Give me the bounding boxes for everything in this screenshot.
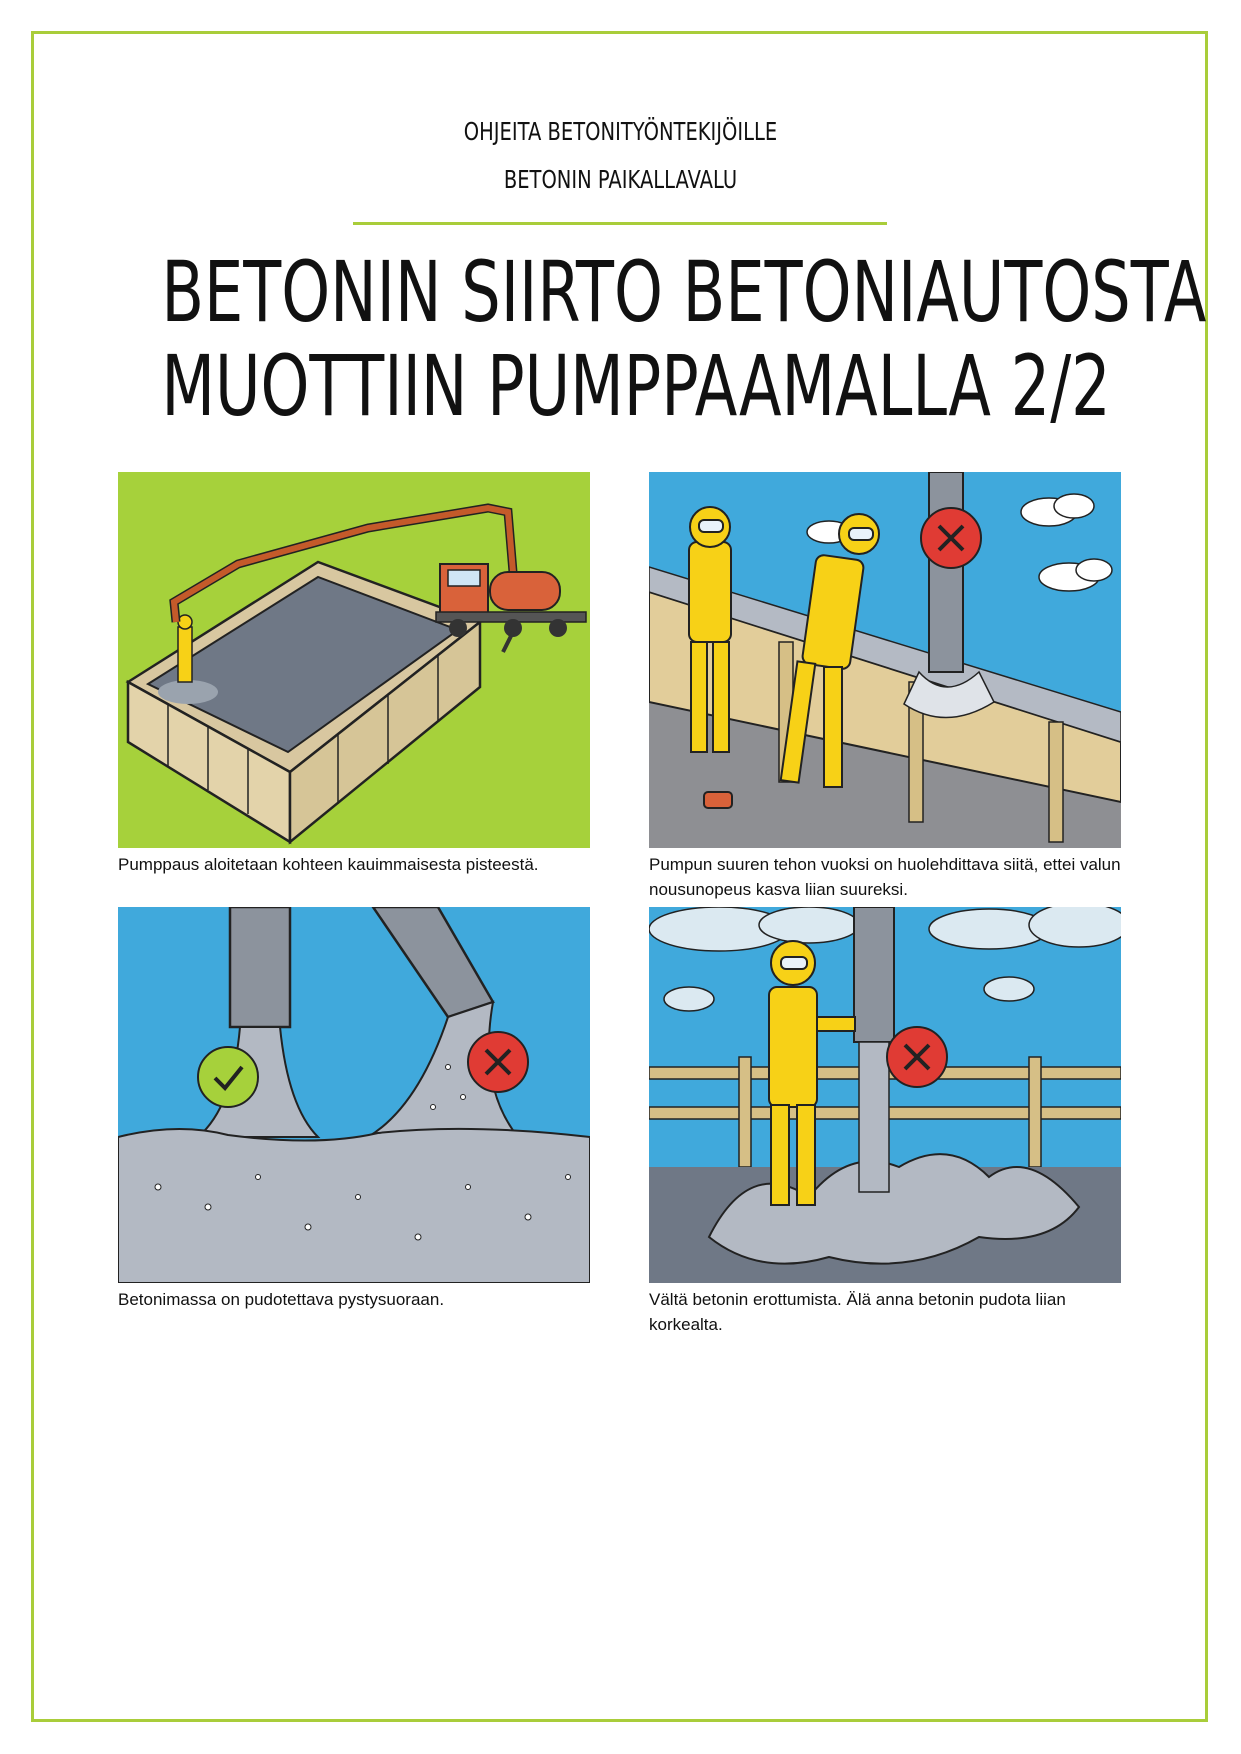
kicker-topic: BETONIN PAIKALLAVALU <box>503 165 738 194</box>
header-divider <box>353 222 887 225</box>
illustration-pump-truck <box>118 472 590 848</box>
caption-panel-1: Pumppaus aloitetaan kohteen kauimmaisesta pisteestä. <box>118 855 539 874</box>
page-title-line2: MUOTTIIN PUMPPAAMALLA 2/2 <box>161 337 1111 435</box>
caption-panel-2: Pumpun suuren tehon vuoksi on huolehdittava siitä, ettei valun nousunopeus kasva liian suureksi. <box>649 855 1121 899</box>
illustration-pumping-too-fast <box>649 472 1121 848</box>
kicker-series: OHJEITA BETONITYÖNTEKIJÖILLE <box>463 117 778 146</box>
page-title-line1: BETONIN SIIRTO BETONIAUTOSTA <box>161 243 1207 341</box>
caption-panel-4: Vältä betonin erottumista. Älä anna betonin pudota liian korkealta. <box>649 1290 1066 1334</box>
caption-panel-3: Betonimassa on pudotettava pystysuoraan. <box>118 1290 445 1309</box>
check-icon <box>198 1047 258 1107</box>
illustration-vertical-pouring <box>118 907 590 1283</box>
illustration-drop-too-high <box>649 907 1121 1283</box>
